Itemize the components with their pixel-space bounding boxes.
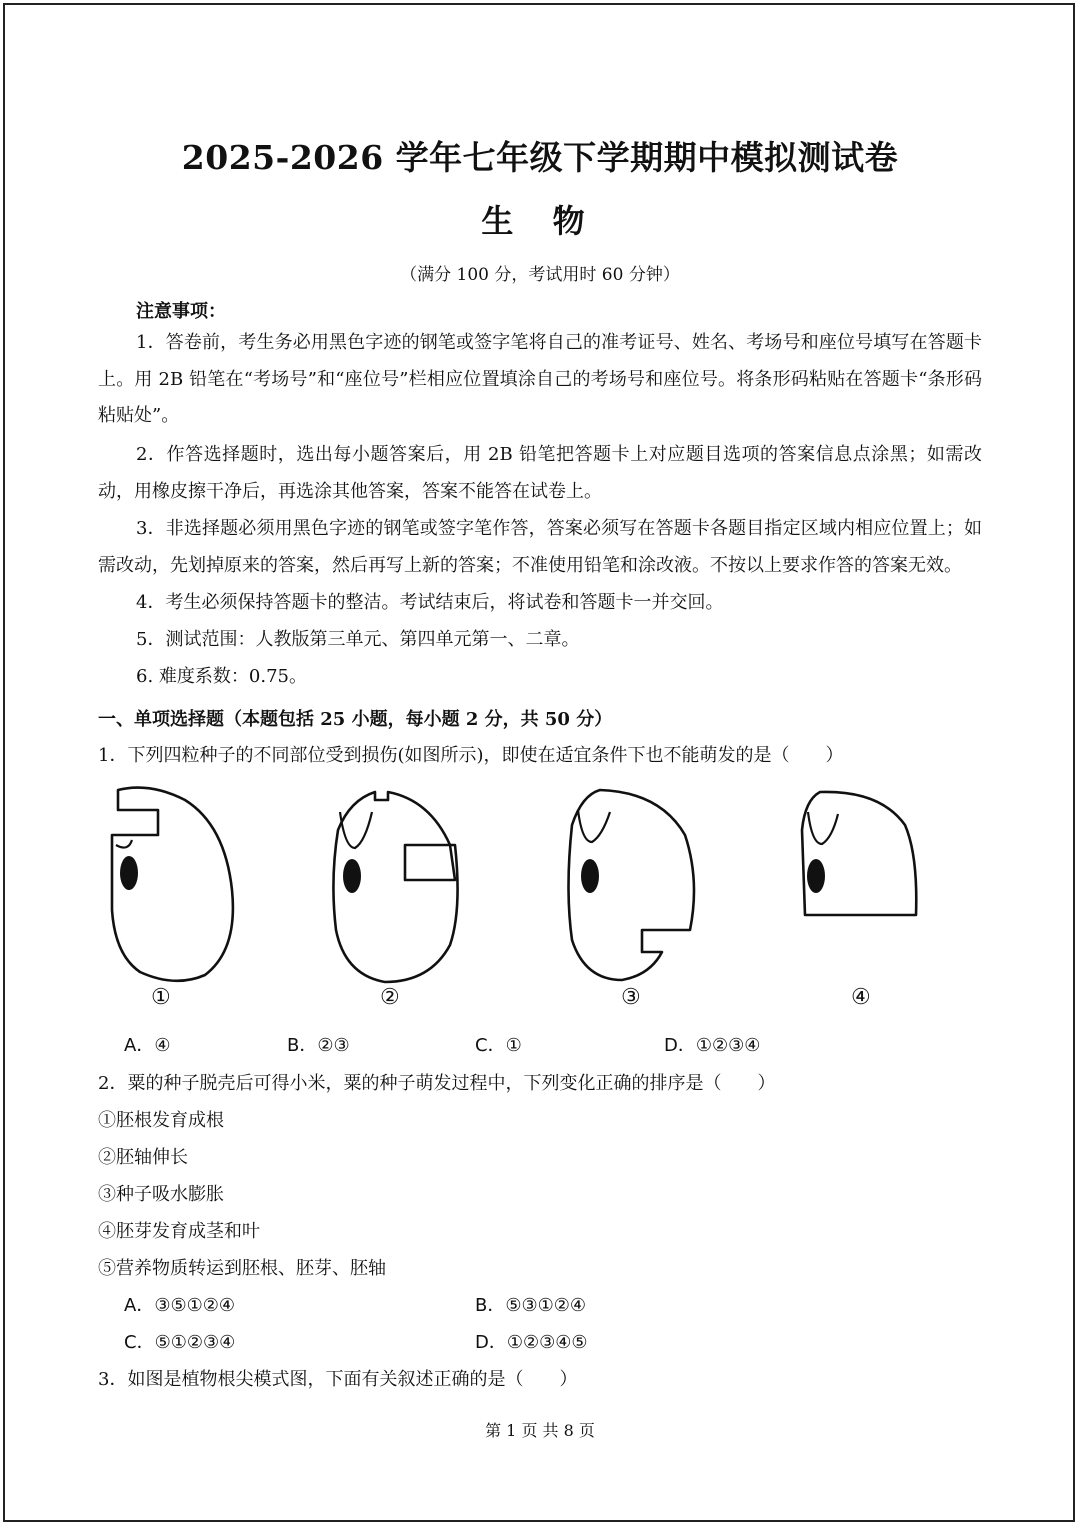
q2-option-c[interactable]: C．⑤①②③④ bbox=[124, 1332, 236, 1353]
seed-3-diagram bbox=[569, 790, 695, 980]
q1-option-a[interactable]: A．④ bbox=[124, 1035, 171, 1056]
q2-option-d[interactable]: D．①②③④⑤ bbox=[475, 1332, 588, 1353]
section-1-heading: 一、单项选择题（本题包括 25 小题，每小题 2 分，共 50 分） bbox=[98, 709, 613, 730]
seed-label-1: ① bbox=[151, 985, 171, 1010]
notice-heading: 注意事项： bbox=[136, 301, 226, 322]
notice-item-5: 5．测试范围：人教版第三单元、第四单元第一、二章。 bbox=[136, 629, 580, 650]
q2-step-1: ①胚根发育成根 bbox=[98, 1110, 224, 1131]
q2-step-3: ③种子吸水膨胀 bbox=[98, 1184, 224, 1205]
seed-4-diagram bbox=[802, 792, 916, 915]
seed-2-diagram bbox=[333, 792, 457, 982]
notice-item-4: 4．考生必须保持答题卡的整洁。考试结束后，将试卷和答题卡一并交回。 bbox=[136, 592, 724, 613]
q1-stem: 1．下列四粒种子的不同部位受到损伤(如图所示)，即使在适宜条件下也不能萌发的是（ ） bbox=[98, 745, 844, 766]
notice-item-6: 6. 难度系数：0.75。 bbox=[136, 666, 307, 687]
seed-figure bbox=[0, 770, 1080, 1020]
q1-option-b[interactable]: B．②③ bbox=[287, 1035, 350, 1056]
seed-label-3: ③ bbox=[621, 985, 641, 1010]
notice-item-2: 2．作答选择题时，选出每小题答案后，用 2B 铅笔把答题卡上对应题目选项的答案信息点涂黑；如需改动，用橡皮擦干净后，再选涂其他答案，答案不能答在试卷上。 bbox=[98, 444, 982, 502]
q1-option-d[interactable]: D．①②③④ bbox=[664, 1035, 761, 1056]
q2-option-a[interactable]: A．③⑤①②④ bbox=[124, 1295, 235, 1316]
q2-step-5: ⑤营养物质转运到胚根、胚芽、胚轴 bbox=[98, 1258, 386, 1279]
seed-label-2: ② bbox=[380, 985, 400, 1010]
seed-1-diagram bbox=[112, 788, 233, 981]
page-footer: 第 1 页 共 8 页 bbox=[485, 1421, 595, 1440]
notice-item-1: 1．答卷前，考生务必用黑色字迹的钢笔或签字笔将自己的准考证号、姓名、考场号和座位号填写在答题卡上。用 2B 铅笔在“考场号”和“座位号”栏相应位置填涂自己的考场号和座位号。将条形码粘贴在答题卡“条形码粘贴处”。 bbox=[98, 332, 982, 426]
q1-option-c[interactable]: C．① bbox=[475, 1035, 522, 1056]
score-info: （满分 100 分，考试用时 60 分钟） bbox=[400, 265, 680, 285]
q2-step-2: ②胚轴伸长 bbox=[98, 1147, 188, 1168]
q3-stem: 3．如图是植物根尖模式图，下面有关叙述正确的是（ ） bbox=[98, 1369, 578, 1390]
q2-option-b[interactable]: B．⑤③①②④ bbox=[475, 1295, 587, 1316]
notice-item-3: 3．非选择题必须用黑色字迹的钢笔或签字笔作答，答案必须写在答题卡各题目指定区域内相应位置上；如需改动，先划掉原来的答案，然后再写上新的答案；不准使用铅笔和涂改液。不按以上要求作答的答案无效。 bbox=[98, 518, 982, 576]
seed-label-4: ④ bbox=[851, 985, 871, 1010]
subject-title: 生 物 bbox=[481, 202, 599, 240]
q2-stem: 2．粟的种子脱壳后可得小米，粟的种子萌发过程中，下列变化正确的排序是（ ） bbox=[98, 1073, 776, 1094]
q2-step-4: ④胚芽发育成茎和叶 bbox=[98, 1221, 260, 1242]
exam-title: 2025-2026 学年七年级下学期期中模拟测试卷 bbox=[181, 138, 899, 177]
